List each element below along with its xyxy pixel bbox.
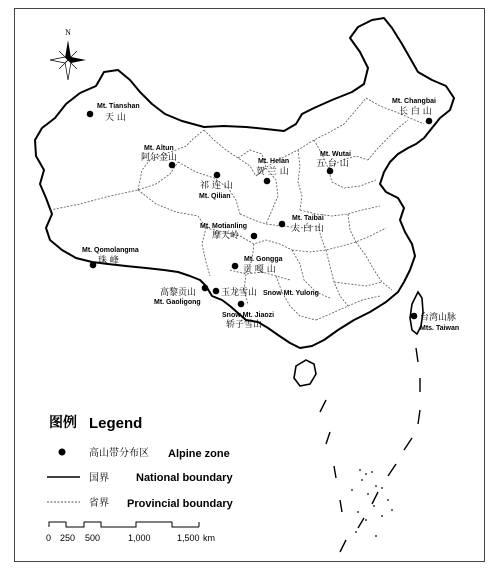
peak-label-zh: 高黎贡山 [160, 288, 197, 298]
provincial-boundaries [50, 98, 424, 320]
alpine-zone-dot [251, 233, 258, 240]
peak-label-en: Mt. Changbai [392, 98, 436, 105]
peak-label-en: Mt. Qilian [199, 193, 231, 200]
legend-title-zh: 图例 [49, 415, 77, 431]
alpine-zone-dot [232, 263, 239, 270]
alpine-zone-dot [279, 221, 286, 228]
peak-label-zh: 太 白 山 [291, 224, 324, 234]
peak-label-en: Snow Mt. Jiaozi [222, 312, 275, 319]
legend-dot-symbol [59, 449, 66, 456]
legend-item-en: National boundary [136, 472, 233, 484]
scale-tick-250: 250 [60, 533, 76, 543]
peak-label-en: Mt. Qomolangma [82, 247, 139, 254]
peak-label-zh: 轿子雪山 [226, 320, 263, 330]
scale-tick-1500: 1,500 [177, 533, 200, 543]
scale-bar [46, 522, 215, 543]
peak-label-en: Mt. Wutai [320, 151, 351, 158]
north-arrow-icon [50, 40, 86, 80]
legend-item-zh: 高山带分布区 [89, 448, 149, 459]
peak-helan [256, 158, 289, 184]
peak-tianshan [87, 103, 140, 123]
legend-item-zh: 省界 [89, 498, 109, 509]
peak-changbai [392, 98, 436, 124]
peak-label-en: Mt. Altun [144, 145, 174, 152]
peak-label-zh: 天 山 [105, 113, 126, 123]
peak-label-en: Snow Mt. Yulong [263, 290, 319, 297]
peak-gaoligong [154, 285, 208, 306]
alpine-zone-dot [214, 172, 221, 179]
legend-item-en: Alpine zone [168, 448, 230, 460]
peak-label-zh: 贺 兰 山 [256, 167, 289, 177]
peak-label-en: Mt. Gaoligong [154, 299, 201, 306]
peak-label-zh: 台湾山脉 [420, 313, 457, 323]
peak-label-en: Mt. Gongga [244, 256, 283, 263]
peak-qilian [199, 172, 233, 200]
peak-label-zh: 阿尔金山 [141, 153, 178, 163]
legend-title-en: Legend [89, 415, 143, 432]
peak-label-zh: 长 白 山 [399, 107, 432, 117]
legend [47, 414, 234, 510]
alpine-zone-dot [87, 111, 94, 118]
peak-label-en: Mts. Taiwan [420, 325, 460, 332]
alpine-zone-dot [238, 301, 245, 308]
alpine-zone-dot [426, 118, 433, 125]
peak-label-zh: 贡 嘎 山 [243, 265, 276, 275]
peak-label-en: Mt. Tianshan [97, 103, 140, 110]
peak-altun [141, 145, 177, 168]
peak-motianling [200, 223, 257, 241]
scale-tick-500: 500 [85, 533, 101, 543]
scale-unit: km [203, 533, 215, 543]
south-china-sea-boundary [320, 348, 420, 552]
national-boundary [35, 18, 457, 348]
alpine-zone-dot [264, 178, 271, 185]
peak-label-zh: 玉龙雪山 [221, 288, 258, 298]
peak-label-zh: 摩天岭 [212, 231, 240, 241]
peak-gongga [232, 256, 283, 275]
peak-label-zh: 五 台 山 [316, 159, 349, 169]
peak-wutai [316, 151, 351, 174]
peak-taibai [279, 215, 324, 234]
peak-taiwan [411, 311, 459, 332]
peak-qomolangma [82, 247, 139, 268]
peak-label-zh: 珠 峰 [98, 256, 119, 266]
scale-tick-0: 0 [46, 533, 52, 543]
hainan-island [294, 360, 316, 386]
alpine-zone-dot [90, 262, 97, 269]
peak-label-zh: 祁 连 山 [200, 181, 233, 191]
peak-label-en: Mt. Helan [258, 158, 290, 165]
peak-label-en: Mt. Motianling [200, 223, 248, 230]
north-label: N [65, 28, 71, 37]
alpine-zone-dot [213, 288, 220, 295]
legend-item-en: Provincial boundary [127, 498, 233, 510]
scale-tick-1000: 1,000 [128, 533, 151, 543]
alpine-zone-dot [411, 313, 418, 320]
peak-label-en: Mt. Taibai [292, 215, 324, 222]
legend-item-zh: 国界 [89, 473, 109, 484]
peak-yulong [213, 286, 319, 298]
alpine-zone-dot [202, 285, 209, 292]
